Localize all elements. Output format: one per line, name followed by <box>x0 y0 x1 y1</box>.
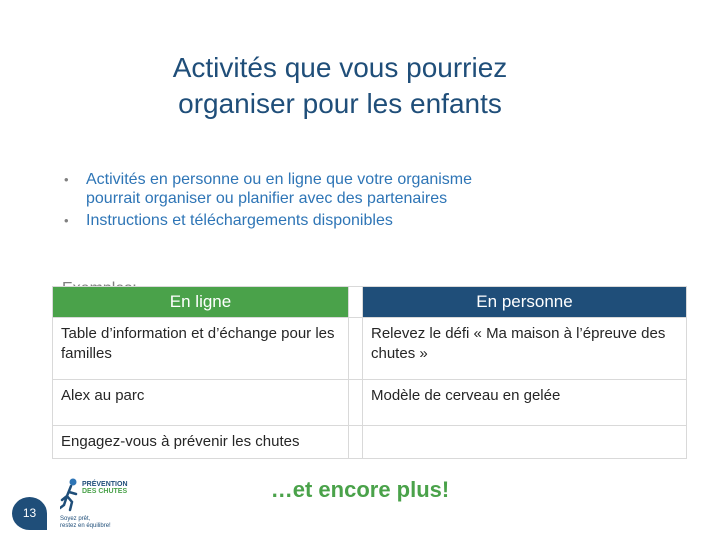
logo-tagline: Soyez prêt, restez en équilibre! <box>60 516 111 529</box>
table-row <box>53 318 687 380</box>
bullet-item: • Instructions et téléchargements disponibles <box>60 211 520 230</box>
more-activities-text: …et encore plus! <box>270 477 450 502</box>
table-cell: Modèle de cerveau en gelée <box>363 380 687 426</box>
bullet-list <box>60 170 520 233</box>
header-en-personne: En personne <box>363 287 687 318</box>
column-gap <box>349 287 363 318</box>
header-en-ligne: En ligne <box>53 287 349 318</box>
activities-table <box>52 286 687 459</box>
table-row <box>53 380 687 426</box>
column-gap <box>349 380 363 426</box>
bullet-item: • Activités en personne ou en ligne que votre organisme pourrait organiser ou planifier avec des partenaires <box>60 170 520 208</box>
runner-icon <box>60 478 82 512</box>
column-gap <box>349 426 363 459</box>
table-cell: Engagez-vous à prévenir les chutes <box>53 426 349 459</box>
table-cell: Alex au parc <box>53 380 349 426</box>
logo-wordmark: PRÉVENTION DES CHUTES <box>82 481 128 495</box>
table-header-row <box>53 287 687 318</box>
slide-title-line-2: organiser pour les enfants <box>178 88 502 119</box>
slide-title-line-1: Activités que vous pourriez <box>172 52 508 83</box>
table-cell: Relevez le défi « Ma maison à l’épreuve des chutes » <box>363 318 687 380</box>
slide-title <box>100 50 580 122</box>
fall-prevention-logo <box>60 478 130 532</box>
table-cell <box>363 426 687 459</box>
table-row <box>53 426 687 459</box>
column-gap <box>349 318 363 380</box>
page-number-badge: 13 <box>12 497 47 530</box>
table-cell: Table d’information et d’échange pour les familles <box>53 318 349 380</box>
